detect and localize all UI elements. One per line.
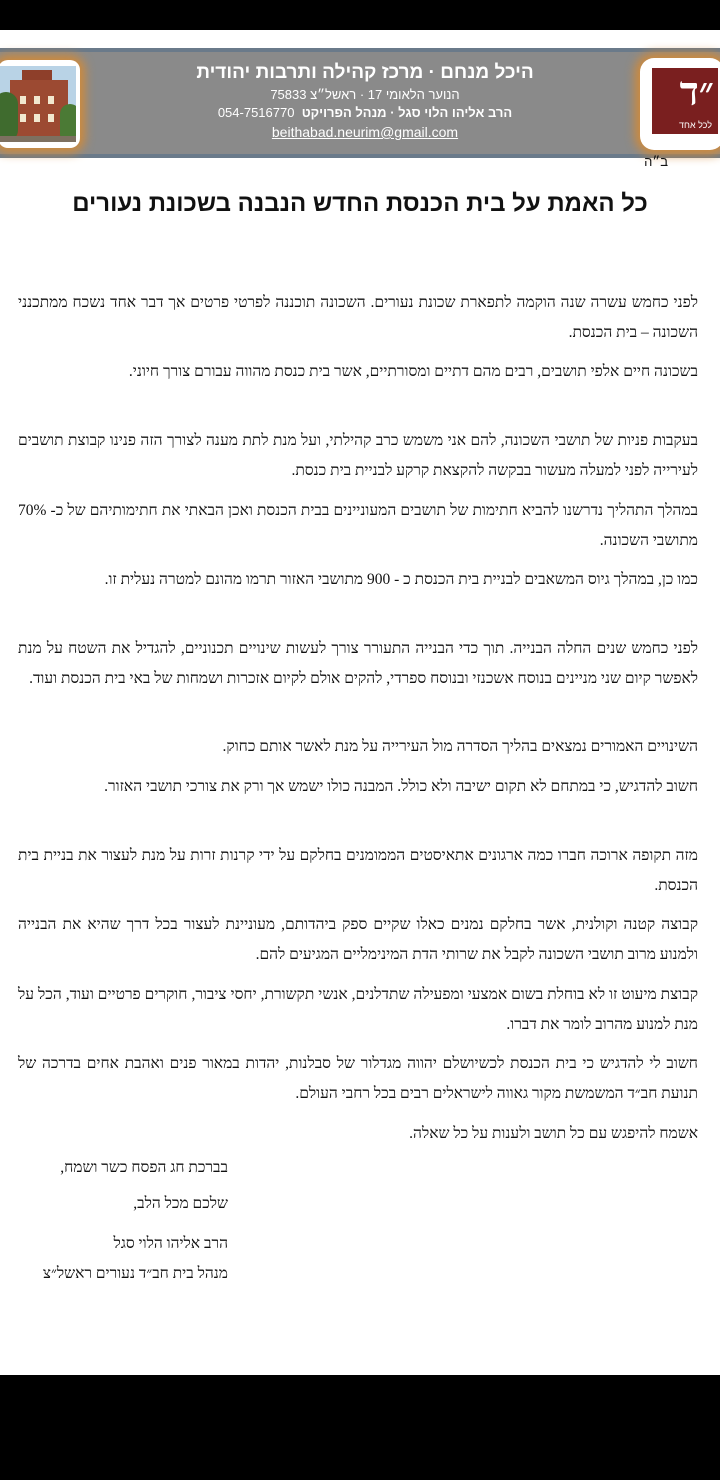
paragraph-10: קבוצה קטנה וקולנית, אשר בחלקם נמנים כאלו שקיים ספק ביהדותם, מעוניינת לעצור בכל דרך שהיא את הבנייה ולמנוע מרוב תושבי השכונה לקבל את שרותי הדת המינימליים המגיעים להם. <box>18 916 698 963</box>
closing-blessing: בברכת חג הפסח כשר ושמח, <box>60 1159 228 1176</box>
paragraph-12: חשוב לי להדגיש כי בית הכנסת לכשיושלם יהווה מגדלור של סבלנות, יהדות במאור פנים ואהבת אחים בדרכה של תנועת חב״ד המשמשת מקור גאווה לישראלים רבים בכל רחבי העולם. <box>18 1055 698 1102</box>
paragraph-11: קבוצת מיעוט זו לא בוחלת בשום אמצעי ומפעילה שתדלנים, אנשי תקשורת, יחסי ציבור, חוקרים פרטיים ועוד, הכל על מנת למנוע מהרוב לומר את דברו. <box>18 986 698 1033</box>
paragraph-9: מזה תקופה ארוכה חברו כמה ארגונים אתאיסטים הממומנים בחלקם על ידי קרנות זרות על מנת לעצור את בניית בית הכנסת. <box>18 847 698 894</box>
paragraph-8: חשוב להדגיש, כי במתחם לא תקום ישיבה ולא כולל. המבנה כולו ישמש אך ורק את צורכי תושבי האזור. <box>104 778 698 795</box>
paragraph-4: במהלך התהליך נדרשנו להביא חתימות של תושבים המעוניינים בבית הכנסת ואכן הבאתי את חתימותיהם של כ- 70% מתושבי השכונה. <box>18 502 698 549</box>
status-bar <box>0 0 720 30</box>
closing-regards: שלכם מכל הלב, <box>133 1195 228 1212</box>
besiyata-mark: ב״ה <box>644 154 668 169</box>
chabad-logo <box>640 58 720 150</box>
letterhead <box>0 48 720 158</box>
signature-name: הרב אליהו הלוי סגל <box>113 1235 228 1252</box>
paragraph-13: אשמח להיפגש עם כל תושב ולענות על כל שאלה. <box>409 1125 698 1142</box>
logo-glyph: ״ד <box>679 68 714 115</box>
paragraph-1: לפני כחמש עשרה שנה הוקמה לתפארת שכונת נעורים. השכונה תוכננה לפרטי פרטים אך דבר אחד נשכח ממתכנני השכונה – בית הכנסת. <box>18 294 698 341</box>
paragraph-7: השינויים האמורים נמצאים בהליך הסדרה מול העירייה על מנת לאשר אותם כחוק. <box>222 738 698 755</box>
contact-name: הרב אליהו הלוי סגל · מנהל הפרויקט <box>301 105 513 120</box>
paragraph-6: לפני כחמש שנים החלה הבנייה. תוך כדי הבנייה התעורר צורך לעשות שינויים תכנוניים, להגדיל את השטח על מנת לאפשר קיום שני מניינים בנוסח אשכנזי ובנוסח ספרדי, להקים אולם לקיום אזכרות ושמחות של באי בית הכנסת ועוד. <box>18 640 698 687</box>
organization-title: היכל מנחם · מרכז קהילה ותרבות יהודית <box>196 62 534 83</box>
synagogue-building-photo <box>0 60 80 148</box>
organization-address: הנוער הלאומי 17 · ראשל״צ 75833 <box>270 87 460 102</box>
email-link[interactable]: beithabad.neurim@gmail.com <box>271 124 459 140</box>
letterhead-text <box>100 60 630 142</box>
paragraph-3: בעקבות פניות של תושבי השכונה, להם אני משמש כרב קהילתי, ועל מנת לתת מענה לצורך הזה פנינו קבוצת תושבים לעירייה לפני למעלה מעשור בבקשה להקצאת קרקע לבניית בית כנסת. <box>18 432 698 479</box>
paragraph-2: בשכונה חיים אלפי תושבים, רבים מהם דתיים ומסורתיים, אשר בית כנסת מהווה עבורם צורך חיוני. <box>128 363 698 380</box>
logo-subtext: לכל אחד <box>679 120 712 130</box>
paragraph-5: כמו כן, במהלך גיוס המשאבים לבניית בית הכנסת כ - 900 מתושבי האזור תרמו מהונם למטרה נעלית זו. <box>104 571 698 588</box>
navigation-bar <box>0 1375 720 1480</box>
organization-contact <box>100 104 630 122</box>
document-heading: כל האמת על בית הכנסת החדש הנבנה בשכונת נעורים <box>72 190 648 217</box>
signature-title: מנהל בית חב״ד נעורים ראשל״צ <box>42 1265 228 1282</box>
contact-phone: 054-7516770 <box>217 105 295 120</box>
document-page <box>0 30 720 1375</box>
